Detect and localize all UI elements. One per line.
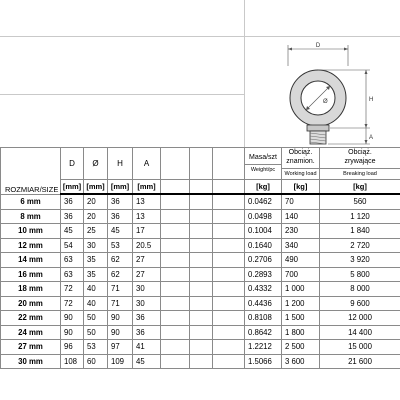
working-load-cell: 230 — [282, 224, 320, 239]
size-cell: 30 mm — [1, 354, 61, 369]
H-cell: 36 — [108, 209, 133, 224]
unit-mass: [kg] — [245, 180, 282, 195]
breaking-load-cell: 3 920 — [320, 253, 400, 268]
H-cell: 109 — [108, 354, 133, 369]
breaking-load-header — [320, 148, 400, 180]
empty-cell — [213, 340, 245, 355]
working-load-cell: 140 — [282, 209, 320, 224]
working-load-cell: 1 200 — [282, 296, 320, 311]
D-cell: 36 — [61, 194, 84, 209]
size-cell: 16 mm — [1, 267, 61, 282]
mass-cell: 0.8642 — [245, 325, 282, 340]
grid-line — [0, 36, 244, 37]
D-cell: 90 — [61, 311, 84, 326]
H-cell: 62 — [108, 253, 133, 268]
A-cell: 27 — [133, 253, 161, 268]
empty-cell — [190, 325, 213, 340]
empty-cell — [213, 311, 245, 326]
H-cell: 62 — [108, 267, 133, 282]
empty-cell — [161, 311, 190, 326]
mass-header-main: Masa/szt — [248, 153, 277, 161]
table-row — [1, 209, 400, 224]
breaking-load-cell: 1 120 — [320, 209, 400, 224]
mass-cell: 0.2706 — [245, 253, 282, 268]
A-cell: 30 — [133, 282, 161, 297]
mass-cell: 0.8108 — [245, 311, 282, 326]
A-cell: 13 — [133, 194, 161, 209]
H-cell: 90 — [108, 311, 133, 326]
unit-breaking-load: [kg] — [320, 180, 400, 195]
empty-cell — [161, 209, 190, 224]
empty-cell — [161, 194, 190, 209]
label-diameter: Ø — [323, 99, 328, 105]
unit-D: [mm] — [61, 180, 84, 195]
diameter-cell: 50 — [84, 325, 108, 340]
label-D: D — [315, 43, 321, 49]
working-load-cell: 2 500 — [282, 340, 320, 355]
bl-header-1: Obciąż. — [348, 149, 372, 156]
size-cell: 12 mm — [1, 238, 61, 253]
empty-cell — [213, 224, 245, 239]
empty-cell — [213, 194, 245, 209]
A-cell: 36 — [133, 311, 161, 326]
diameter-cell: 20 — [84, 194, 108, 209]
empty-cell — [213, 296, 245, 311]
H-cell: 36 — [108, 194, 133, 209]
empty-cell — [190, 253, 213, 268]
label-A: A — [369, 135, 374, 141]
A-cell: 45 — [133, 354, 161, 369]
H-cell: 71 — [108, 282, 133, 297]
H-cell: 45 — [108, 224, 133, 239]
empty-cell — [190, 296, 213, 311]
empty-cell — [161, 282, 190, 297]
col-H-header: H — [108, 148, 133, 180]
D-cell: 108 — [61, 354, 84, 369]
empty-cell — [213, 253, 245, 268]
table-row — [1, 253, 400, 268]
mass-cell: 0.0462 — [245, 194, 282, 209]
diameter-cell: 35 — [84, 253, 108, 268]
mass-cell: 0.4332 — [245, 282, 282, 297]
D-cell: 54 — [61, 238, 84, 253]
table-row — [1, 354, 400, 369]
wl-header-sub: Working load — [282, 168, 319, 179]
size-cell: 27 mm — [1, 340, 61, 355]
working-load-header — [282, 148, 320, 180]
diameter-cell: 35 — [84, 267, 108, 282]
breaking-load-cell: 15 000 — [320, 340, 400, 355]
eye-bolt-drawing — [244, 36, 400, 147]
mass-cell: 0.1004 — [245, 224, 282, 239]
label-H: H — [369, 97, 374, 103]
breaking-load-cell: 1 840 — [320, 224, 400, 239]
empty-cell — [161, 238, 190, 253]
H-cell: 71 — [108, 296, 133, 311]
table-row — [1, 224, 400, 239]
diameter-cell: 40 — [84, 282, 108, 297]
size-cell: 14 mm — [1, 253, 61, 268]
breaking-load-cell: 21 600 — [320, 354, 400, 369]
D-cell: 96 — [61, 340, 84, 355]
table-row — [1, 325, 400, 340]
breaking-load-cell: 2 720 — [320, 238, 400, 253]
mass-cell: 0.2893 — [245, 267, 282, 282]
A-cell: 30 — [133, 296, 161, 311]
size-cell: 20 mm — [1, 296, 61, 311]
working-load-cell: 70 — [282, 194, 320, 209]
empty-cell — [190, 282, 213, 297]
empty-unit — [161, 180, 190, 195]
working-load-cell: 1 800 — [282, 325, 320, 340]
H-cell: 53 — [108, 238, 133, 253]
empty-cell — [190, 224, 213, 239]
empty-cell — [213, 267, 245, 282]
A-cell: 17 — [133, 224, 161, 239]
table-row — [1, 238, 400, 253]
mass-cell: 1.2212 — [245, 340, 282, 355]
diameter-cell: 40 — [84, 296, 108, 311]
diameter-cell: 50 — [84, 311, 108, 326]
D-cell: 45 — [61, 224, 84, 239]
H-cell: 90 — [108, 325, 133, 340]
D-cell: 63 — [61, 267, 84, 282]
size-header — [1, 148, 61, 195]
header-row — [1, 148, 400, 180]
size-cell: 10 mm — [1, 224, 61, 239]
table-row — [1, 340, 400, 355]
empty-header — [190, 148, 213, 180]
empty-cell — [161, 253, 190, 268]
empty-cell — [161, 340, 190, 355]
empty-header — [161, 148, 190, 180]
empty-cell — [190, 340, 213, 355]
size-header-alt: SIZE — [41, 184, 59, 194]
bl-header-sub: Breaking load — [320, 168, 400, 179]
working-load-cell: 340 — [282, 238, 320, 253]
col-diameter-header: Ø — [84, 148, 108, 180]
col-D-header: D — [61, 148, 84, 180]
D-cell: 90 — [61, 325, 84, 340]
diameter-cell: 20 — [84, 209, 108, 224]
empty-cell — [161, 354, 190, 369]
working-load-cell: 700 — [282, 267, 320, 282]
breaking-load-cell: 12 000 — [320, 311, 400, 326]
breaking-load-cell: 9 600 — [320, 296, 400, 311]
size-header-main: ROZMIAR/ — [5, 184, 42, 194]
size-cell: 18 mm — [1, 282, 61, 297]
wl-header-1: Obciąż. — [288, 149, 313, 156]
table-row — [1, 194, 400, 209]
diameter-cell: 25 — [84, 224, 108, 239]
empty-header — [213, 148, 245, 180]
empty-cell — [190, 238, 213, 253]
empty-cell — [161, 267, 190, 282]
size-cell: 24 mm — [1, 325, 61, 340]
empty-cell — [213, 209, 245, 224]
empty-cell — [190, 209, 213, 224]
bl-header-2: zrywające — [344, 158, 376, 165]
empty-cell — [213, 325, 245, 340]
mass-cell: 0.1640 — [245, 238, 282, 253]
breaking-load-cell: 14 400 — [320, 325, 400, 340]
mass-header — [245, 148, 282, 180]
empty-unit — [190, 180, 213, 195]
unit-A: [mm] — [133, 180, 161, 195]
empty-cell — [161, 325, 190, 340]
working-load-cell: 490 — [282, 253, 320, 268]
working-load-cell: 3 600 — [282, 354, 320, 369]
table-row — [1, 296, 400, 311]
empty-cell — [190, 267, 213, 282]
table-row — [1, 311, 400, 326]
unit-diameter: [mm] — [84, 180, 108, 195]
empty-cell — [161, 296, 190, 311]
working-load-cell: 1 000 — [282, 282, 320, 297]
unit-working-load: [kg] — [282, 180, 320, 195]
H-cell: 97 — [108, 340, 133, 355]
breaking-load-cell: 560 — [320, 194, 400, 209]
table-body — [1, 194, 400, 369]
A-cell: 41 — [133, 340, 161, 355]
col-A-header: A — [133, 148, 161, 180]
D-cell: 63 — [61, 253, 84, 268]
empty-cell — [213, 238, 245, 253]
grid-line — [0, 94, 244, 95]
A-cell: 13 — [133, 209, 161, 224]
working-load-cell: 1 500 — [282, 311, 320, 326]
size-cell: 8 mm — [1, 209, 61, 224]
empty-cell — [213, 282, 245, 297]
breaking-load-cell: 8 000 — [320, 282, 400, 297]
diameter-cell: 30 — [84, 238, 108, 253]
unit-H: [mm] — [108, 180, 133, 195]
A-cell: 27 — [133, 267, 161, 282]
diameter-cell: 60 — [84, 354, 108, 369]
mass-cell: 0.4436 — [245, 296, 282, 311]
mass-cell: 0.0498 — [245, 209, 282, 224]
size-cell: 6 mm — [1, 194, 61, 209]
mass-header-sub: Weight/pc — [245, 164, 281, 175]
diameter-cell: 53 — [84, 340, 108, 355]
D-cell: 72 — [61, 282, 84, 297]
spec-table — [0, 147, 400, 369]
empty-cell — [190, 194, 213, 209]
D-cell: 72 — [61, 296, 84, 311]
mass-cell: 1.5066 — [245, 354, 282, 369]
top-area — [0, 0, 400, 147]
empty-cell — [190, 311, 213, 326]
breaking-load-cell: 5 800 — [320, 267, 400, 282]
units-row — [1, 180, 400, 195]
A-cell: 36 — [133, 325, 161, 340]
size-cell: 22 mm — [1, 311, 61, 326]
A-cell: 20.5 — [133, 238, 161, 253]
table-row — [1, 282, 400, 297]
D-cell: 36 — [61, 209, 84, 224]
empty-cell — [161, 224, 190, 239]
empty-cell — [213, 354, 245, 369]
empty-unit — [213, 180, 245, 195]
empty-cell — [190, 354, 213, 369]
table-row — [1, 267, 400, 282]
wl-header-2: znamion. — [286, 158, 315, 165]
